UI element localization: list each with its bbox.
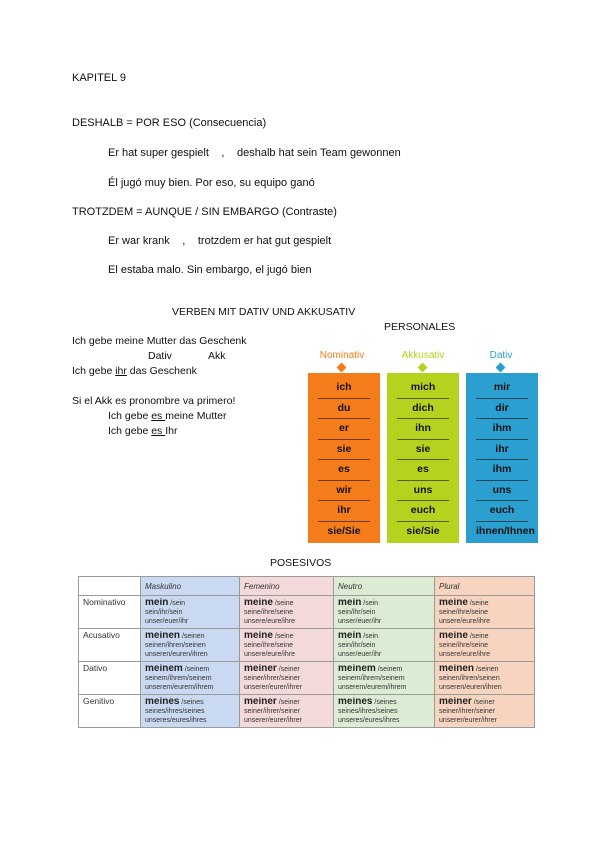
cell-line: unserer/eurer/ihrer — [244, 717, 302, 724]
cell-main-line — [338, 598, 430, 608]
row-label: Dativo — [79, 662, 141, 695]
example-line-4-b: Ihr — [165, 425, 178, 437]
cell-line: seinen/ihren/seinen — [439, 675, 500, 682]
cell-line: seinem/ihrem/seinem — [338, 675, 405, 682]
trotzdem-example-sep: , — [182, 235, 186, 247]
cell-line: unsere/eure/ihre — [244, 651, 295, 658]
row-label: Acusativo — [79, 629, 141, 662]
cell-line: seiner/ihrer/seiner — [439, 708, 496, 715]
dativ-pronoun: ihnen/Ihnen — [476, 524, 535, 537]
nominativ-pronoun: ich — [318, 378, 370, 399]
cell-line: seine/ihre/seine — [439, 609, 489, 616]
row-label: Nominativo — [79, 596, 141, 629]
cell-line: unseren/euren/ihren — [439, 684, 502, 691]
akkusativ-pronoun: euch — [397, 501, 449, 522]
cell-main-form: mein — [338, 598, 362, 608]
cell-line: unsere/eure/ihre — [244, 618, 295, 625]
dativ-pronoun: euch — [476, 501, 528, 522]
cell-line: seinem/ihrem/seinem — [145, 675, 212, 682]
cell-line: unser/euer/ihr — [338, 651, 382, 658]
table-cell — [334, 596, 435, 629]
nominativ-pronoun: es — [318, 460, 370, 481]
trotzdem-example-de-a: Er war krank — [108, 235, 170, 247]
cell-line: seines/ihres/seines — [145, 708, 205, 715]
cell-main-line — [244, 664, 329, 674]
cell-main-rest: /seines — [372, 699, 397, 706]
table-cell — [435, 662, 535, 695]
table-cell — [435, 629, 535, 662]
table-cell — [141, 662, 240, 695]
cell-main-rest: /seinen — [474, 666, 499, 673]
cell-main-line — [338, 631, 430, 641]
column-header-plural: Plural — [435, 577, 535, 596]
column-header-neutro: Neutro — [334, 577, 435, 596]
dativ-pronoun: ihr — [476, 440, 528, 461]
cell-line: unserer/eurer/ihrer — [439, 717, 497, 724]
cell-line: unserem/eurem/ihrem — [338, 684, 407, 691]
cell-main-form: meine — [439, 598, 468, 608]
deshalb-example-de-b: deshalb hat sein Team gewonnen — [237, 147, 401, 159]
cell-main-line — [244, 598, 329, 608]
akkusativ-column-body — [387, 373, 459, 543]
dativ-header: Dativ — [489, 350, 513, 361]
cell-line: seine/ihre/seine — [439, 642, 489, 649]
cell-main-form: meinen — [439, 664, 475, 674]
table-cell — [141, 596, 240, 629]
dativ-pronoun: uns — [476, 481, 528, 502]
cell-main-rest: /seine — [467, 633, 489, 640]
cell-main-form: meine — [244, 631, 273, 641]
cell-main-form: mein — [338, 631, 362, 641]
table-corner — [79, 577, 141, 596]
column-header-maskulino: Maskulino — [141, 577, 240, 596]
dativ-diamond — [496, 363, 506, 373]
chapter-heading: KAPITEL 9 — [72, 72, 127, 84]
cell-main-form: meine — [244, 598, 273, 608]
deshalb-rule: DESHALB = POR ESO (Consecuencia) — [72, 117, 267, 129]
cell-main-form: meinem — [338, 664, 376, 674]
cell-main-rest: /seines — [179, 699, 204, 706]
akkusativ-pronoun: dich — [397, 399, 449, 420]
cell-line: seiner/ihrer/seiner — [244, 708, 301, 715]
nominativ-pronoun: du — [318, 399, 370, 420]
cell-line: seine/ihre/seine — [244, 609, 294, 616]
cell-main-form: meines — [338, 697, 373, 707]
cell-main-rest: /seinen — [180, 633, 205, 640]
example-line-2-underlined: ihr — [115, 365, 127, 377]
cell-main-form: meiner — [244, 697, 277, 707]
trotzdem-example-es: El estaba malo. Sin embargo, el jugó bien — [108, 264, 312, 276]
trotzdem-rule: TROTZDEM = AUNQUE / SIN EMBARGO (Contraste) — [72, 206, 337, 218]
example-line-3-b: meine Mutter — [165, 410, 227, 422]
example-line-2-b: das Geschenk — [126, 365, 197, 377]
cell-main-line — [439, 664, 530, 674]
cell-main-line — [439, 631, 530, 641]
akkusativ-header: Akkusativ — [401, 350, 445, 361]
cell-main-rest: /seiner — [471, 699, 495, 706]
table-cell — [240, 695, 334, 728]
label-dativ: Dativ — [148, 350, 172, 362]
cell-main-form: meinen — [145, 631, 181, 641]
cell-main-rest: /sein — [361, 633, 379, 640]
akkusativ-pronoun: ihn — [397, 419, 449, 440]
akkusativ-pronoun: uns — [397, 481, 449, 502]
akkusativ-pronoun: sie — [397, 440, 449, 461]
table-row — [79, 629, 535, 662]
nominativ-pronoun: er — [318, 419, 370, 440]
dativ-pronoun: ihm — [476, 419, 528, 440]
cell-line: unseres/eures/ihres — [338, 717, 400, 724]
akkusativ-column — [387, 373, 459, 543]
cell-line: sein/ihr/sein — [338, 609, 376, 616]
dativ-column — [466, 373, 538, 543]
cell-main-form: meines — [145, 697, 180, 707]
table-cell — [240, 662, 334, 695]
cell-main-form: meiner — [439, 697, 472, 707]
example-line-3 — [108, 410, 227, 422]
nominativ-pronoun: wir — [318, 481, 370, 502]
trotzdem-example-de-b: trotzdem er hat gut gespielt — [197, 235, 332, 247]
example-line-4-a: Ich gebe — [108, 425, 152, 437]
personales-title: PERSONALES — [384, 321, 456, 333]
label-akk: Akk — [208, 350, 226, 362]
dativ-pronoun: mir — [476, 378, 528, 399]
cell-main-form: meiner — [244, 664, 277, 674]
cell-main-line — [145, 664, 235, 674]
cell-line: unseres/eures/ihres — [145, 717, 207, 724]
pronoun-rule: Si el Akk es pronombre va primero! — [72, 395, 236, 407]
cell-line: unserer/eurer/ihrer — [244, 684, 302, 691]
column-header-femenino: Femenino — [240, 577, 334, 596]
table-cell — [240, 596, 334, 629]
example-line-3-a: Ich gebe — [108, 410, 152, 422]
cell-main-line — [244, 631, 329, 641]
table-cell — [435, 596, 535, 629]
dativ-pronoun: dir — [476, 399, 528, 420]
deshalb-example-es: Él jugó muy bien. Por eso, su equipo ganó — [108, 177, 315, 189]
example-line-4-underlined: es — [151, 425, 166, 437]
example-line-2-a: Ich gebe — [72, 365, 116, 377]
table-cell — [334, 629, 435, 662]
cell-main-rest: /seinem — [182, 666, 210, 673]
example-line-3-underlined: es — [151, 410, 166, 422]
table-row — [79, 695, 535, 728]
table-cell — [435, 695, 535, 728]
cell-line: unser/euer/ihr — [338, 618, 382, 625]
cell-line: seinen/ihren/seinen — [145, 642, 206, 649]
cell-main-rest: /sein — [361, 600, 379, 607]
table-cell — [141, 695, 240, 728]
example-line-1: Ich gebe meine Mutter das Geschenk — [72, 335, 247, 347]
nominativ-column-body — [308, 373, 380, 543]
table-cell — [141, 629, 240, 662]
cell-main-rest: /sein — [168, 600, 186, 607]
cell-line: unseren/euren/ihren — [145, 651, 208, 658]
nominativ-pronoun: sie/Sie — [327, 524, 361, 537]
example-line-2 — [72, 365, 197, 377]
cell-line: seines/ihres/seines — [338, 708, 398, 715]
nominativ-pronoun: ihr — [318, 501, 370, 522]
cell-main-line — [338, 664, 430, 674]
posesivos-title: POSESIVOS — [270, 557, 332, 569]
cell-main-rest: /seiner — [276, 666, 300, 673]
cell-line: unser/euer/ihr — [145, 618, 189, 625]
nominativ-column — [308, 373, 380, 543]
deshalb-example-de-a: Er hat super gespielt — [108, 147, 209, 159]
posesivos-table — [78, 576, 535, 728]
table-cell — [334, 695, 435, 728]
akkusativ-diamond — [418, 363, 428, 373]
cell-line: unsere/eure/ihre — [439, 618, 490, 625]
table-header-row — [79, 577, 535, 596]
akkusativ-pronoun: sie/Sie — [406, 524, 440, 537]
nominativ-diamond — [337, 363, 347, 373]
deshalb-example-sep: , — [221, 147, 225, 159]
cell-main-rest: /seinem — [375, 666, 403, 673]
trotzdem-example-de — [108, 235, 331, 247]
verben-title: VERBEN MIT DATIV UND AKKUSATIV — [172, 306, 356, 318]
cell-main-form: mein — [145, 598, 169, 608]
cell-line: unserem/eurem/ihrem — [145, 684, 214, 691]
table-row — [79, 662, 535, 695]
cell-main-rest: /seine — [467, 600, 489, 607]
cell-main-line — [244, 697, 329, 707]
cell-main-form: meine — [439, 631, 468, 641]
cell-main-rest: /seiner — [276, 699, 300, 706]
nominativ-header: Nominativ — [319, 350, 365, 361]
cell-main-rest: /seine — [272, 633, 294, 640]
dativ-pronoun: ihm — [476, 460, 528, 481]
nominativ-pronoun: sie — [318, 440, 370, 461]
cell-main-line — [338, 697, 430, 707]
table-row — [79, 596, 535, 629]
akkusativ-pronoun: mich — [397, 378, 449, 399]
cell-line: unsere/eure/ihre — [439, 651, 490, 658]
example-line-4 — [108, 425, 177, 437]
cell-main-line — [439, 598, 530, 608]
dativ-column-body — [466, 373, 538, 543]
deshalb-example-de — [108, 147, 401, 159]
akkusativ-pronoun: es — [397, 460, 449, 481]
cell-main-form: meinem — [145, 664, 183, 674]
cell-line: sein/ihr/sein — [145, 609, 183, 616]
cell-main-line — [439, 697, 530, 707]
cell-main-line — [145, 598, 235, 608]
cell-line: sein/ihr/sein — [338, 642, 376, 649]
cell-line: seiner/ihrer/seiner — [244, 675, 301, 682]
table-cell — [334, 662, 435, 695]
cell-main-line — [145, 631, 235, 641]
row-label: Genitivo — [79, 695, 141, 728]
cell-main-rest: /seine — [272, 600, 294, 607]
cell-line: seine/ihre/seine — [244, 642, 294, 649]
cell-main-line — [145, 697, 235, 707]
table-cell — [240, 629, 334, 662]
